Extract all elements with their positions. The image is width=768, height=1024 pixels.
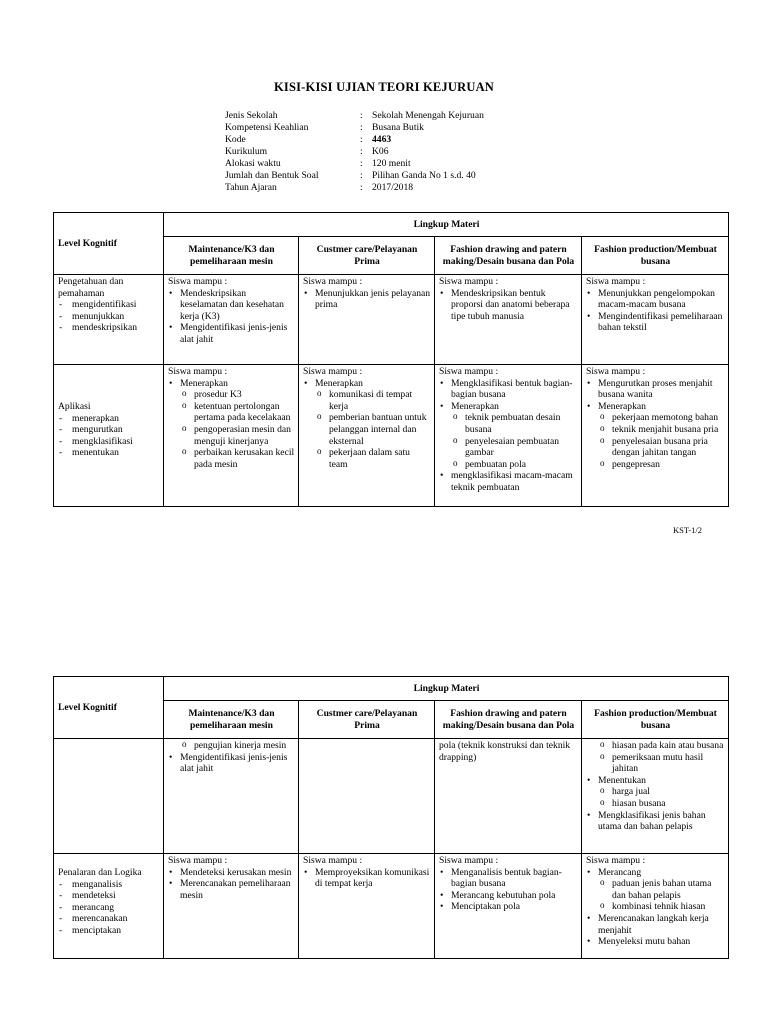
bullet-list [586,775,725,787]
level-item: - menerapkan [58,413,160,425]
cell-intro: Siswa mampu : [303,366,363,377]
cell-intro: Siswa mampu : [168,276,228,287]
meta-value: 120 menit [372,158,411,169]
list-item: • Menerapkan [439,401,578,413]
level-cell [54,365,164,507]
level-item: - merancang [58,902,160,914]
meta-value: 2017/2018 [372,182,414,193]
bullet-list [303,867,431,890]
list-item: • Merancang [586,867,725,879]
list-item: • Menunjukkan jenis pelayanan prima [303,288,431,311]
cell-intro: Siswa mampu : [168,855,228,866]
meta-label: Alokasi waktu [225,158,281,169]
sub-item: o pembuatan pola [439,459,578,471]
level-title: Penalaran dan Logika [58,867,142,878]
meta-row-tahun-ajaran [225,182,484,194]
sub-list [168,389,295,470]
sub-item: o pengujian kinerja mesin [168,740,295,752]
level-list [58,413,160,459]
bullet-list [439,378,578,413]
sub-list [586,878,725,913]
bullet-list [168,288,295,346]
cell-customer-care [299,275,435,365]
level-cell [54,275,164,365]
level-item: - merencanakan [58,913,160,925]
meta-label: Kurikulum [225,146,268,157]
bullet-list [168,867,295,902]
meta-row-kurikulum [225,146,484,158]
list-item: • Merencanakan langkah kerja menjahit [586,913,725,936]
meta-label: Kompetensi Keahlian [225,122,309,133]
sub-item: o pekerjaan memotong bahan [586,412,725,424]
level-item: - menciptakan [58,925,160,937]
level-cell [54,854,164,959]
cell-text: pola (teknik konstruksi dan teknik drapping) [439,740,571,763]
sub-item: o hiasan pada kain atau busana [586,740,725,752]
page-number: KST-1/2 [673,525,702,535]
meta-colon: : [360,158,363,169]
bullet-list [586,867,725,879]
meta-colon: : [360,110,363,121]
list-item: • Mengklasifikasi jenis bahan utama dan bahan pelapis [586,810,725,833]
sub-list [586,740,725,775]
cell-customer-care [299,854,435,959]
list-item: • Mendeteksi kerusakan mesin [168,867,295,879]
bullet-list [303,378,431,390]
sub-item: o pemeriksaan mutu hasil jahitan [586,752,725,775]
bullet-list [303,288,431,311]
level-item: - mengurutkan [58,424,160,436]
cell-maintenance [164,854,299,959]
cell-intro: Siswa mampu : [439,276,499,287]
list-item: • Menerapkan [586,401,725,413]
cell-fashion-drawing [435,854,582,959]
table-row-aplikasi-continued [54,739,729,854]
cell-intro: Siswa mampu : [586,855,646,866]
kisi-table-page-2 [53,676,729,959]
list-item: • Mengidentifikasi jenis-jenis alat jahit [168,322,295,345]
cell-customer-care [299,739,435,854]
cell-maintenance [164,275,299,365]
list-item: • Mengidentifikasi jenis-jenis alat jahit [168,752,295,775]
list-item: • Menunjukkan pengelompokan macam-macam busana [586,288,725,311]
level-item: - mendeteksi [58,890,160,902]
bullet-list [439,867,578,913]
table-row-pengetahuan [54,275,729,365]
list-item: • Menganalisis bentuk bagian-bagian busana [439,867,578,890]
header-fashion-drawing: Fashion drawing and patern making/Desain busana dan Pola [435,237,582,275]
list-item: • Mendeskripsikan bentuk proporsi dan anatomi beberapa tipe tubuh manusia [439,288,578,323]
meta-value: K06 [372,146,389,157]
level-item: - menganalisis [58,879,160,891]
sub-list [168,740,295,752]
table-row-penalaran [54,854,729,959]
header-fashion-production: Fashion production/Membuat busana [582,701,729,739]
level-item: - mengidentifikasi [58,299,160,311]
meta-row-kode [225,134,484,146]
bullet-list [586,288,725,334]
list-item: • Mengurutkan proses menjahit busana wanita [586,378,725,401]
level-item: - menunjukkan [58,311,160,323]
sub-item: o penyelesaian busana pria dengan jahitan tangan [586,436,725,459]
cell-maintenance [164,739,299,854]
header-maintenance: Maintenance/K3 dan pemeliharaan mesin [164,701,299,739]
cell-fashion-production [582,739,729,854]
meta-colon: : [360,170,363,181]
sub-list [586,412,725,470]
sub-item: o kombinasi tehnik hiasan [586,901,725,913]
cell-fashion-production [582,854,729,959]
header-level-kognitif: Level Kognitif [54,677,164,739]
sub-item: o teknik menjahit busana pria [586,424,725,436]
header-maintenance: Maintenance/K3 dan pemeliharaan mesin [164,237,299,275]
sub-item: o pemberian bantuan untuk pelanggan internal dan eksternal [303,412,431,447]
cell-customer-care [299,365,435,507]
meta-row-kompetensi [225,122,484,134]
meta-value: 4463 [372,134,392,145]
header-fashion-production: Fashion production/Membuat busana [582,237,729,275]
list-item: • Mengklasifikasi bentuk bagian-bagian busana [439,378,578,401]
list-item: • Mendeskripsikan keselamatan dan kesehatan kerja (K3) [168,288,295,323]
meta-row-jumlah-soal [225,170,484,182]
list-item: • Mengindentifikasi pemeliharaan bahan tekstil [586,311,725,334]
meta-value: Busana Butik [372,122,424,133]
list-item: • Menerapkan [303,378,431,390]
level-cell [54,739,164,854]
header-fashion-drawing: Fashion drawing and patern making/Desain busana dan Pola [435,701,582,739]
sub-item: o perbaikan kerusakan kecil pada mesin [168,447,295,470]
meta-label: Tahun Ajaran [225,182,277,193]
cell-intro: Siswa mampu : [439,366,499,377]
sub-item: o komunikasi di tempat kerja [303,389,431,412]
level-list [58,879,160,937]
cell-fashion-production [582,275,729,365]
bullet-list [586,913,725,948]
sub-item: o pekerjaan dalam satu team [303,447,431,470]
cell-fashion-drawing [435,739,582,854]
sub-item: o paduan jenis bahan utama dan bahan pelapis [586,878,725,901]
header-customer-care: Custmer care/Pelayanan Prima [299,701,435,739]
bullet-list [439,288,578,323]
level-item: - mengklasifikasi [58,436,160,448]
meta-label: Jumlah dan Bentuk Soal [225,170,319,181]
header-customer-care: Custmer care/Pelayanan Prima [299,237,435,275]
bullet-list [586,378,725,413]
cell-fashion-drawing [435,365,582,507]
cell-intro: Siswa mampu : [586,366,646,377]
bullet-list [168,378,295,390]
list-item: • mengklasifikasi macam-macam teknik pembuatan [439,470,578,493]
meta-row-jenis-sekolah [225,110,484,122]
cell-fashion-drawing [435,275,582,365]
cell-maintenance [164,365,299,507]
sub-item: o hiasan busana [586,798,725,810]
meta-label: Kode [225,134,246,145]
level-title: Pengetahuan dan pemahaman [58,276,124,299]
kisi-table-page-1 [53,212,729,507]
sub-list [303,389,431,470]
meta-label: Jenis Sekolah [225,110,278,121]
header-level-kognitif: Level Kognitif [54,213,164,275]
header-lingkup-materi: Lingkup Materi [164,677,729,701]
meta-colon: : [360,146,363,157]
bullet-list [439,470,578,493]
list-item: • Merancang kebutuhan pola [439,890,578,902]
level-item: - menentukan [58,447,160,459]
list-item: • Menentukan [586,775,725,787]
list-item: • Merencanakan pemeliharaan mesin [168,878,295,901]
level-item: - mendeskripsikan [58,322,160,334]
document-title: KISI-KISI UJIAN TEORI KEJURUAN [273,80,495,94]
header-lingkup-materi: Lingkup Materi [164,213,729,237]
list-item: • Memproyeksikan komunikasi di tempat kerja [303,867,431,890]
sub-item: o pengepresan [586,459,725,471]
list-item: • Menyeleksi mutu bahan [586,936,725,948]
meta-value: Pilihan Ganda No 1 s.d. 40 [372,170,476,181]
meta-colon: : [360,182,363,193]
meta-row-alokasi-waktu [225,158,484,170]
cell-intro: Siswa mampu : [586,276,646,287]
cell-intro: Siswa mampu : [168,366,228,377]
document-meta [225,110,484,194]
sub-list [439,412,578,470]
sub-list [586,786,725,809]
sub-item: o pengoperasian mesin dan menguji kinerjanya [168,424,295,447]
list-item: • Menciptakan pola [439,901,578,913]
level-list [58,299,160,334]
meta-colon: : [360,122,363,133]
sub-item: o teknik pembuatan desain busana [439,412,578,435]
meta-value: Sekolah Menengah Kejuruan [372,110,484,121]
level-title: Aplikasi [58,401,91,412]
table-row-aplikasi [54,365,729,507]
bullet-list [168,752,295,775]
sub-item: o prosedur K3 [168,389,295,401]
list-item: • Menerapkan [168,378,295,390]
sub-item: o penyelesaian pembuatan gambar [439,436,578,459]
cell-intro: Siswa mampu : [303,276,363,287]
sub-item: o ketentuan pertolongan pertama pada kecelakaan [168,401,295,424]
cell-intro: Siswa mampu : [303,855,363,866]
cell-intro: Siswa mampu : [439,855,499,866]
sub-item: o harga jual [586,786,725,798]
bullet-list [586,810,725,833]
cell-fashion-production [582,365,729,507]
meta-colon: : [360,134,363,145]
